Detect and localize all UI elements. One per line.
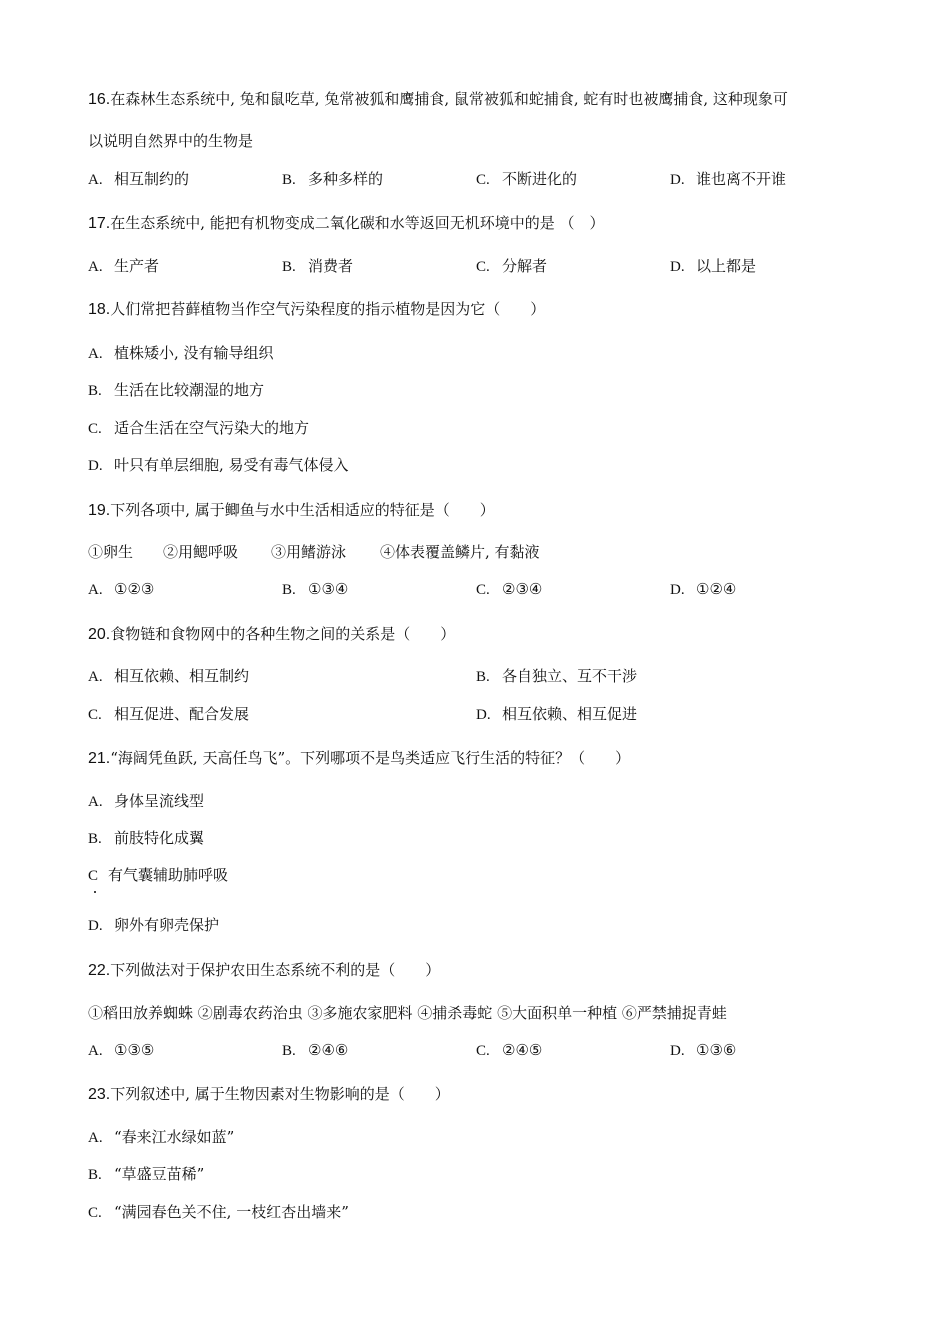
- question-number: 21.: [88, 750, 111, 767]
- question-text: 下列做法对于保护农田生态系统不利的是（ ）: [110, 961, 441, 979]
- question-16-option-d: D. 谁也离不开谁: [670, 170, 787, 188]
- question-18-option-d: D. 叶只有单层细胞, 易受有毒气体侵入: [88, 456, 349, 474]
- question-16-option-a: A. 相互制约的: [88, 170, 190, 188]
- question-19-item-1: ①卵生: [88, 543, 134, 561]
- stray-dot: [94, 891, 96, 893]
- question-text: 在生态系统中, 能把有机物变成二氧化碳和水等返回无机环境中的是 （ ）: [110, 214, 605, 232]
- question-text: 在森林生态系统中, 兔和鼠吃草, 兔常被狐和鹰捕食, 鼠常被狐和蛇捕食, 蛇有时也被鹰捕食, 这种现象可: [110, 90, 788, 108]
- question-22-stem: [88, 960, 440, 981]
- question-number: 22.: [88, 962, 111, 979]
- question-19-option-d: D. ①②④: [670, 580, 737, 598]
- question-21-stem: [88, 748, 630, 769]
- question-22-items: ①稻田放养蜘蛛 ②剧毒农药治虫 ③多施农家肥料 ④捕杀毒蛇 ⑤大面积单一种植 ⑥严禁捕捉青蛙: [88, 1004, 727, 1022]
- question-16-option-c: C. 不断进化的: [476, 170, 578, 188]
- question-20-stem: [88, 624, 455, 645]
- question-18-option-b: B. 生活在比较潮湿的地方: [88, 381, 265, 399]
- question-17-option-c: C. 分解者: [476, 257, 548, 275]
- question-number: 18.: [88, 301, 111, 318]
- question-text: 食物链和食物网中的各种生物之间的关系是（ ）: [110, 625, 456, 643]
- question-19-option-c: C. ②③④: [476, 580, 543, 598]
- question-23-option-a: A. “春来江水绿如蓝”: [88, 1128, 235, 1146]
- question-18-option-c: C. 适合生活在空气污染大的地方: [88, 419, 310, 437]
- question-20-option-b: B. 各自独立、互不干涉: [476, 667, 638, 685]
- question-16-option-b: B. 多种多样的: [282, 170, 384, 188]
- question-19-item-2: ②用鳃呼吸: [163, 543, 239, 561]
- question-21-option-d: D. 卵外有卵壳保护: [88, 916, 220, 934]
- question-22-option-d: D. ①③⑥: [670, 1041, 737, 1059]
- question-17-option-d: D. 以上都是: [670, 257, 757, 275]
- question-21-option-a: A. 身体呈流线型: [88, 792, 205, 810]
- question-21-option-b: B. 前肢特化成翼: [88, 829, 205, 847]
- question-22-option-c: C. ②④⑤: [476, 1041, 543, 1059]
- question-16-stem-line2: 以说明自然界中的生物是: [88, 132, 254, 150]
- question-17-option-b: B. 消费者: [282, 257, 354, 275]
- question-19-item-3: ③用鳍游泳: [271, 543, 347, 561]
- question-23-option-c: C. “满园春色关不住, 一枝红杏出墙来”: [88, 1203, 349, 1221]
- question-22-option-a: A. ①③⑤: [88, 1041, 155, 1059]
- question-21-option-c: C 有气囊辅助肺呼吸: [88, 866, 229, 884]
- question-23-option-b: B. “草盛豆苗稀”: [88, 1165, 205, 1183]
- question-17-option-a: A. 生产者: [88, 257, 160, 275]
- question-17-stem: [88, 213, 605, 234]
- question-text: 下列各项中, 属于鲫鱼与水中生活相适应的特征是（ ）: [110, 501, 495, 519]
- question-20-option-a: A. 相互依赖、相互制约: [88, 667, 250, 685]
- question-18-stem: [88, 299, 545, 320]
- question-number: 17.: [88, 215, 111, 232]
- question-20-option-d: D. 相互依赖、相互促进: [476, 705, 638, 723]
- question-20-option-c: C. 相互促进、配合发展: [88, 705, 250, 723]
- question-19-option-b: B. ①③④: [282, 580, 349, 598]
- question-text: “海阔凭鱼跃, 天高任鸟飞”。下列哪项不是鸟类适应飞行生活的特征？（ ）: [110, 749, 631, 767]
- question-number: 16.: [88, 91, 111, 108]
- question-text: 人们常把苔藓植物当作空气污染程度的指示植物是因为它（ ）: [110, 300, 546, 318]
- question-number: 23.: [88, 1086, 111, 1103]
- question-text: 下列叙述中, 属于生物因素对生物影响的是（ ）: [110, 1085, 450, 1103]
- question-19-item-4: ④体表覆盖鳞片, 有黏液: [380, 543, 540, 561]
- question-number: 20.: [88, 626, 111, 643]
- question-18-option-a: A. 植株矮小, 没有输导组织: [88, 344, 274, 362]
- question-16-stem-line1: [88, 89, 788, 110]
- question-22-option-b: B. ②④⑥: [282, 1041, 349, 1059]
- question-19-option-a: A. ①②③: [88, 580, 155, 598]
- question-number: 19.: [88, 502, 111, 519]
- question-23-stem: [88, 1084, 450, 1105]
- question-19-stem: [88, 500, 495, 521]
